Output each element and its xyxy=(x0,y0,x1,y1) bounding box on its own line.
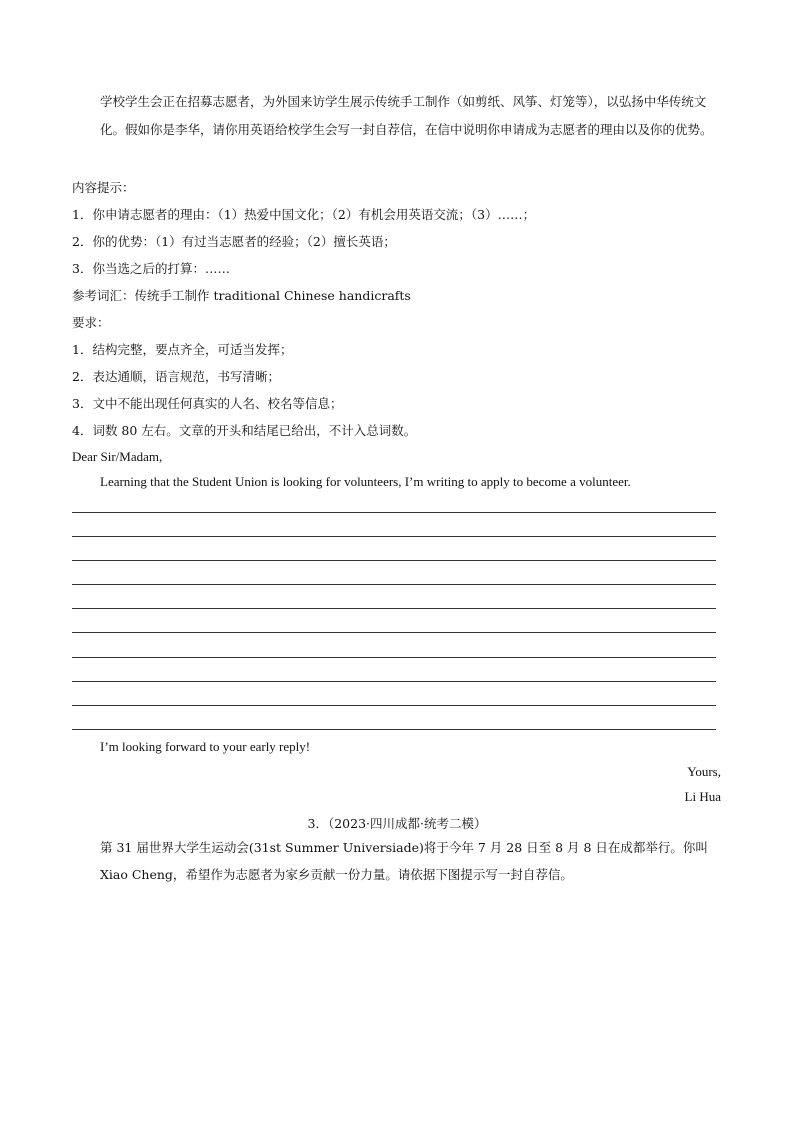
letter-signature: Li Hua xyxy=(684,789,721,804)
letter-greeting: Dear Sir/Madam, xyxy=(72,449,163,464)
task1-intro: 学校学生会正在招募志愿者，为外国来访学生展示传统手工制作（如剪纸、风筝、灯笼等），以弘扬中华传统文化。假如你是李华，请你用英语给校学生会写一封自荐信，在信中说明你申请成为志愿者的理由以及你的优势。 xyxy=(100,94,713,137)
hints-title: 内容提示： xyxy=(72,180,135,195)
writing-line xyxy=(72,608,716,609)
vocab-reference: 参考词汇：传统手工制作 traditional Chinese handicrafts xyxy=(72,288,411,303)
writing-line xyxy=(72,681,716,682)
task2-intro: 第 31 届世界大学生运动会(31st Summer Universiade)将于今年 7 月 28 日至 8 月 8 日在成都举行。你叫 Xiao Cheng，希望作为志愿者为家乡贡献一份力量。请依据下图提示写一封自荐信。 xyxy=(100,840,708,882)
writing-line xyxy=(72,536,716,537)
writing-line xyxy=(72,632,716,633)
writing-line xyxy=(72,560,716,561)
requirement-item: 4．词数 80 左右。文章的开头和结尾已给出，不计入总词数。 xyxy=(72,423,417,438)
requirement-item: 2．表达通顺，语言规范，书写清晰； xyxy=(72,369,280,384)
hint-item: 2．你的优势：（1）有过当志愿者的经验；（2）擅长英语； xyxy=(72,234,396,249)
letter-closing: I’m looking forward to your early reply! xyxy=(100,739,311,754)
writing-line xyxy=(72,705,716,706)
writing-line xyxy=(72,584,716,585)
requirements-title: 要求： xyxy=(72,315,110,330)
hint-item: 1．你申请志愿者的理由：（1）热爱中国文化；（2）有机会用英语交流；（3）……； xyxy=(72,207,536,222)
letter-signoff: Yours, xyxy=(687,764,721,779)
writing-line xyxy=(72,729,716,730)
hint-item: 3．你当选之后的打算：…… xyxy=(72,261,230,276)
letter-opening: Learning that the Student Union is looking for volunteers, I’m writing to apply to become a volunteer. xyxy=(100,474,631,489)
writing-line xyxy=(72,657,716,658)
requirement-item: 3．文中不能出现任何真实的人名、校名等信息； xyxy=(72,396,343,411)
writing-line xyxy=(72,512,716,513)
requirement-item: 1．结构完整，要点齐全，可适当发挥； xyxy=(72,342,293,357)
task2-heading: 3．（2023·四川成都·统考二模） xyxy=(307,816,487,831)
